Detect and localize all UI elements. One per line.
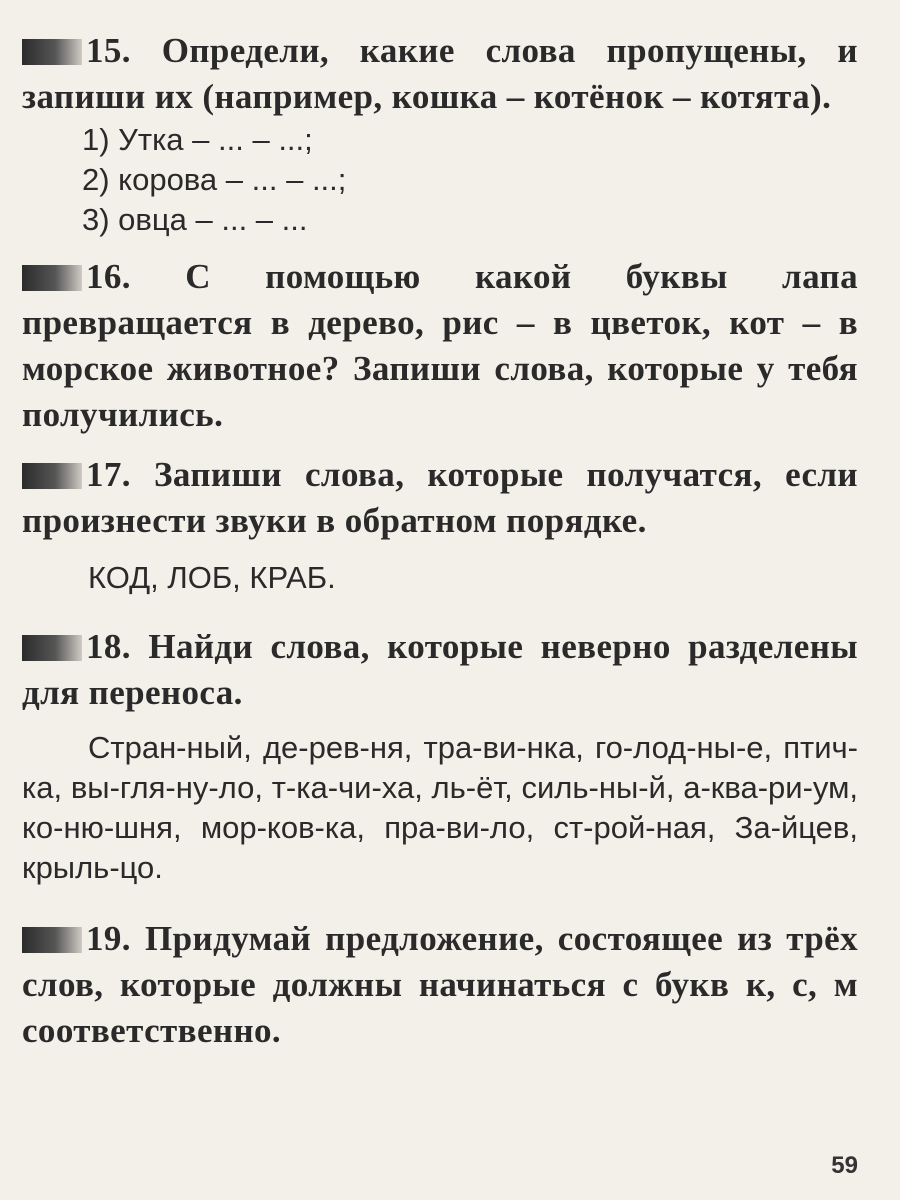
task-15-list xyxy=(82,120,858,240)
task-marker-icon xyxy=(22,463,82,489)
task-number: 18. xyxy=(86,627,131,666)
task-text: Запиши слова, которые получатся, если произнести звуки в обратном порядке. xyxy=(22,455,858,540)
task-text: Определи, какие слова пропущены, и запиши их (например, кошка – котёнок – котята). xyxy=(22,31,858,116)
task-19 xyxy=(22,916,858,1054)
task-marker-icon xyxy=(22,39,82,65)
page-number: 59 xyxy=(831,1152,858,1179)
task-number: 16. xyxy=(86,257,131,296)
task-17 xyxy=(22,452,858,598)
list-item: 3) овца – ... – ... xyxy=(82,202,308,237)
task-text: С помощью какой буквы лапа превращается в дерево, рис – в цветок, кот – в морское животное? Запиши слова, которые у тебя получились. xyxy=(22,257,858,434)
list-item: 1) Утка – ... – ...; xyxy=(82,122,313,157)
task-number: 15. xyxy=(86,31,131,70)
task-18 xyxy=(22,624,858,888)
task-text: Придумай предложение, состоящее из трёх слов, которые должны начинаться с букв к, с, м соответственно. xyxy=(22,919,858,1050)
task-marker-icon xyxy=(22,927,82,953)
task-number: 17. xyxy=(86,455,131,494)
task-15 xyxy=(22,28,858,240)
task-text: Найди слова, которые неверно разделены для переноса. xyxy=(22,627,858,712)
task-17-example: КОД, ЛОБ, КРАБ. xyxy=(88,560,336,595)
task-16 xyxy=(22,254,858,438)
task-18-words: Стран-ный, де-рев-ня, тра-ви-нка, го-лод-ны-е, птич-ка, вы-гля-ну-ло, т-ка-чи-ха, ль-ёт, силь-ны-й, а-ква-ри-ум, ко-ню-шня, мор-ков-ка, пра-ви-ло, ст-рой-ная, За-йцев, крыль-цо. xyxy=(22,730,858,885)
task-number: 19. xyxy=(86,919,131,958)
task-marker-icon xyxy=(22,635,82,661)
task-marker-icon xyxy=(22,265,82,291)
textbook-page xyxy=(22,28,858,1054)
list-item: 2) корова – ... – ...; xyxy=(82,162,347,197)
